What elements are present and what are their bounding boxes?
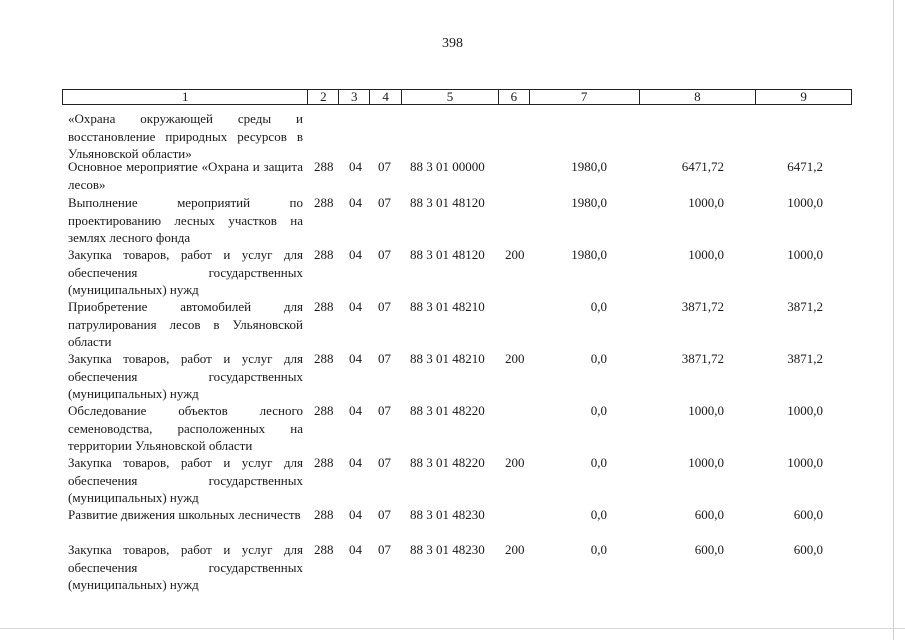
page-number: 398	[442, 36, 463, 51]
cell-col-9: 6471,2	[787, 159, 823, 174]
table-row	[0, 506, 905, 541]
cell-col-8: 6471,72	[681, 159, 724, 174]
header-cell: 8	[639, 90, 756, 104]
cell-col-7: 0,0	[590, 299, 607, 314]
cell-col-7: 1980,0	[571, 195, 607, 210]
table-row	[0, 402, 905, 454]
cell-col-5: 88 3 01 48210	[410, 299, 485, 314]
cell-col-7: 0,0	[590, 542, 607, 557]
cell-col-5: 88 3 01 48230	[410, 507, 485, 522]
cell-col-6: 200	[505, 247, 525, 262]
cell-col-4: 07	[378, 455, 391, 470]
table-row	[0, 298, 905, 350]
cell-col-4: 07	[378, 507, 391, 522]
table-row	[0, 350, 905, 402]
cell-col-8: 1000,0	[688, 247, 724, 262]
cell-col-6: 200	[505, 542, 525, 557]
cell-col-7: 0,0	[590, 351, 607, 366]
cell-col-7: 1980,0	[571, 247, 607, 262]
cell-col-4: 07	[378, 299, 391, 314]
cell-col-4: 07	[378, 195, 391, 210]
cell-col-3: 04	[349, 403, 362, 418]
cell-col-8: 1000,0	[688, 195, 724, 210]
cell-col-4: 07	[378, 351, 391, 366]
cell-col-2: 288	[314, 299, 334, 314]
cell-col-2: 288	[314, 403, 334, 418]
row-name: Основное мероприятие «Охрана и защита лесов»	[68, 159, 303, 192]
cell-col-3: 04	[349, 455, 362, 470]
table-row	[0, 110, 905, 161]
cell-col-4: 07	[378, 247, 391, 262]
header-cell: 9	[755, 90, 851, 104]
row-name: Закупка товаров, работ и услуг для обеспечения государственных (муниципальных) нужд	[68, 542, 303, 592]
cell-col-5: 88 3 01 48220	[410, 455, 485, 470]
row-name: Обследование объектов лесного семеноводства, расположенных на территории Ульяновской области	[68, 403, 303, 453]
cell-col-2: 288	[314, 195, 334, 210]
cell-col-6: 200	[505, 351, 525, 366]
cell-col-9: 1000,0	[787, 247, 823, 262]
cell-col-3: 04	[349, 507, 362, 522]
table-row	[0, 454, 905, 506]
cell-col-2: 288	[314, 542, 334, 557]
header-cell: 1	[181, 89, 189, 104]
cell-col-4: 07	[378, 542, 391, 557]
cell-col-4: 07	[378, 403, 391, 418]
cell-col-7: 0,0	[590, 507, 607, 522]
header-cell: 4	[369, 90, 401, 104]
cell-col-9: 600,0	[793, 507, 823, 522]
cell-col-2: 288	[314, 455, 334, 470]
cell-col-4: 07	[378, 159, 391, 174]
header-cell: 7	[529, 90, 639, 104]
cell-col-2: 288	[314, 507, 334, 522]
row-name: «Охрана окружающей среды и восстановление природных ресурсов в Ульяновской области»	[68, 111, 303, 161]
cell-col-5: 88 3 01 48220	[410, 403, 485, 418]
cell-col-3: 04	[349, 542, 362, 557]
cell-col-9: 1000,0	[787, 195, 823, 210]
cell-col-5: 88 3 01 48120	[410, 247, 485, 262]
cell-col-5: 88 3 01 48120	[410, 195, 485, 210]
header-cell: 6	[498, 90, 529, 104]
cell-col-5: 88 3 01 48210	[410, 351, 485, 366]
cell-col-8: 3871,72	[681, 351, 724, 366]
header-cell: 3	[338, 90, 369, 104]
row-name: Приобретение автомобилей для патрулирования лесов в Ульяновской области	[68, 299, 303, 349]
cell-col-6: 200	[505, 455, 525, 470]
cell-col-2: 288	[314, 351, 334, 366]
cell-col-7: 0,0	[590, 403, 607, 418]
row-name: Закупка товаров, работ и услуг для обеспечения государственных (муниципальных) нужд	[68, 455, 303, 505]
cell-col-8: 3871,72	[681, 299, 724, 314]
cell-col-3: 04	[349, 247, 362, 262]
row-name: Выполнение мероприятий по проектированию лесных участков на землях лесного фонда	[68, 195, 303, 245]
cell-col-8: 600,0	[694, 507, 724, 522]
cell-col-3: 04	[349, 195, 362, 210]
cell-col-2: 288	[314, 159, 334, 174]
table-row	[0, 541, 905, 593]
cell-col-9: 3871,2	[787, 299, 823, 314]
cell-col-2: 288	[314, 247, 334, 262]
cell-col-9: 1000,0	[787, 403, 823, 418]
cell-col-5: 88 3 01 00000	[410, 159, 485, 174]
cell-col-9: 600,0	[793, 542, 823, 557]
table-row	[0, 194, 905, 246]
cell-col-3: 04	[349, 299, 362, 314]
table-row	[0, 246, 905, 298]
cell-col-5: 88 3 01 48230	[410, 542, 485, 557]
row-name: Развитие движения школьных лесничеств	[68, 507, 301, 522]
cell-col-7: 1980,0	[571, 159, 607, 174]
cell-col-7: 0,0	[590, 455, 607, 470]
row-name: Закупка товаров, работ и услуг для обеспечения государственных (муниципальных) нужд	[68, 351, 303, 401]
cell-col-3: 04	[349, 351, 362, 366]
table-header	[62, 89, 852, 105]
cell-col-8: 600,0	[694, 542, 724, 557]
cell-col-9: 3871,2	[787, 351, 823, 366]
header-cell: 5	[401, 90, 498, 104]
row-name: Закупка товаров, работ и услуг для обеспечения государственных (муниципальных) нужд	[68, 247, 303, 297]
cell-col-8: 1000,0	[688, 455, 724, 470]
cell-col-9: 1000,0	[787, 455, 823, 470]
table-row	[0, 158, 905, 194]
cell-col-8: 1000,0	[688, 403, 724, 418]
page-edge	[0, 628, 905, 629]
header-cell: 2	[307, 90, 338, 104]
cell-col-3: 04	[349, 159, 362, 174]
